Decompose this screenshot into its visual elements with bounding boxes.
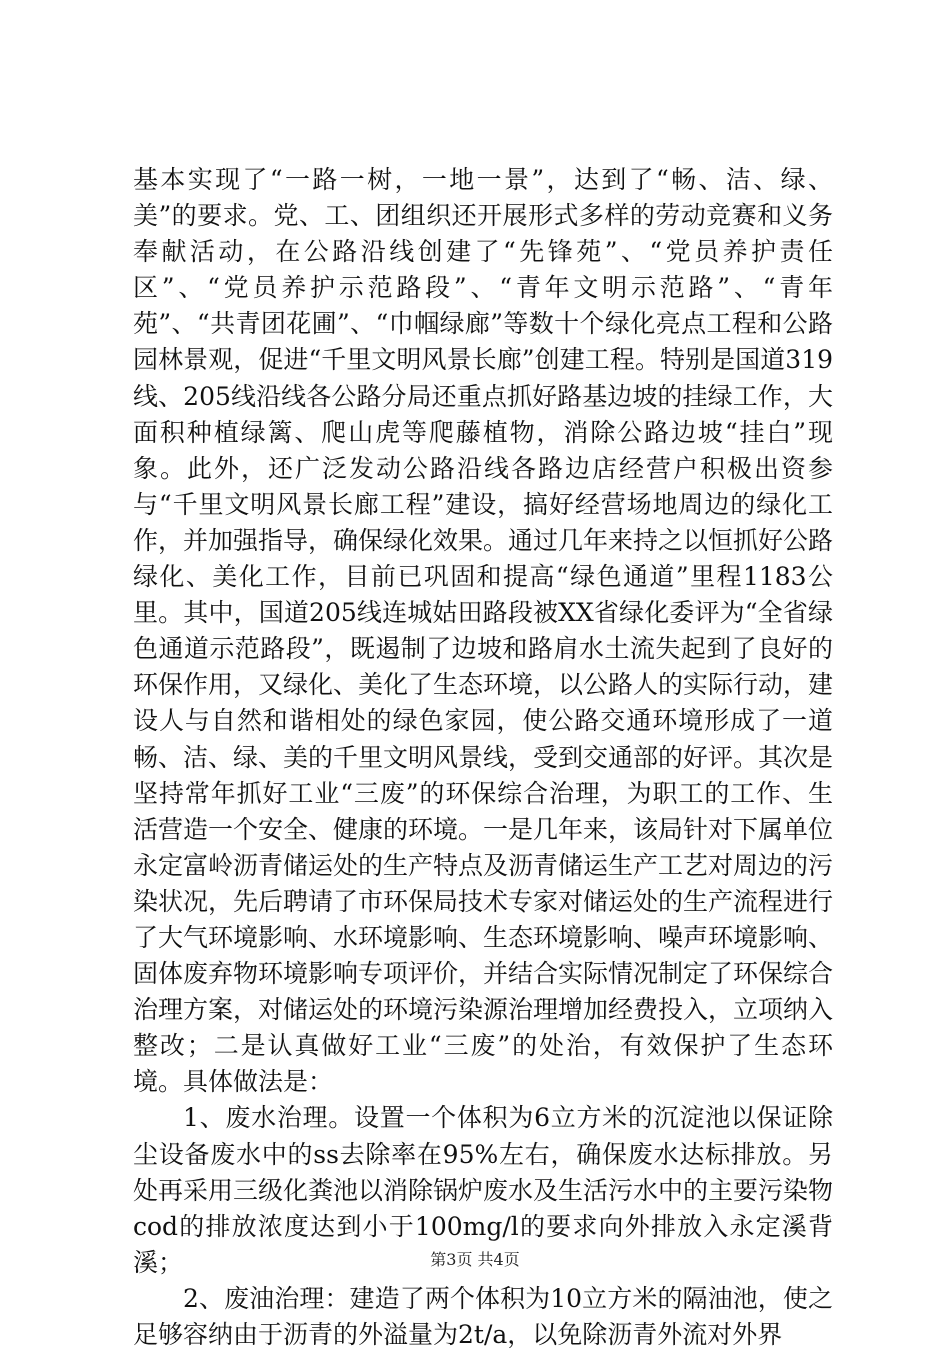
document-body: [133, 162, 833, 1353]
paragraph-waste-oil: 2、废油治理：建造了两个体积为10立方米的隔油池，使之足够容纳由于沥青的外溢量为2t/a，以免除沥青外流对外界: [133, 1283, 833, 1349]
paragraph-wastewater: 1、废水治理。设置一个体积为6立方米的沉淀池以保证除尘设备废水中的ss去除率在95%左右，确保废水达标排放。另处再采用三级化粪池以消除锅炉废水及生活污水中的主要污染物cod的排放浓度达到小于100mg/l的要求向外排放入永定溪背溪；: [133, 1103, 834, 1277]
paragraph-greening: 基本实现了“一路一树，一地一景”，达到了“畅、洁、绿、美”的要求。党、工、团组织还开展形式多样的劳动竞赛和义务奉献活动，在公路沿线创建了“先锋苑”、“党员养护责任区”、“党员养护示范路段”、“青年文明示范路”、“青年苑”、“共青团花圃”、“巾帼绿廊”等数十个绿化亮点工程和公路园林景观，促进“千里文明风景长廊”创建工程。特别是国道319线、205线沿线各公路分局还重点抓好路基边坡的挂绿工作，大面积种植绿篱、爬山虎等爬藤植物，消除公路边坡“挂白”现象。此外，还广泛发动公路沿线各路边店经营户积极出资参与“千里文明风景长廊工程”建设，搞好经营场地周边的绿化工作，并加强指导，确保绿化效果。通过几年来持之以恒抓好公路绿化、美化工作，目前已巩固和提高“绿色通道”里程1183公里。其中，国道205线连城姑田路段被XX省绿化委评为“全省绿色通道示范路段”，既遏制了边坡和路肩水土流失起到了良好的环保作用，又绿化、美化了生态环境，以公路人的实际行动，建设人与自然和谐相处的绿色家园，使公路交通环境形成了一道畅、洁、绿、美的千里文明风景线，受到交通部的好评。其次是坚持常年抓好工业“三废”的环保综合治理，为职工的工作、生活营造一个安全、健康的环境。一是几年来，该局针对下属单位永定富岭沥青储运处的生产特点及沥青储运生产工艺对周边的污染状况，先后聘请了市环保局技术专家对储运处的生产流程进行了大气环境影响、水环境影响、生态环境影响、噪声环境影响、固体废弃物环境影响专项评价，并结合实际情况制定了环保综合治理方案，对储运处的环境污染源治理增加经费投入，立项纳入整改；二是认真做好工业“三废”的处治，有效保护了生态环境。具体做法是：: [133, 165, 834, 1097]
page-footer: 第3页 共4页: [430, 1250, 520, 1269]
